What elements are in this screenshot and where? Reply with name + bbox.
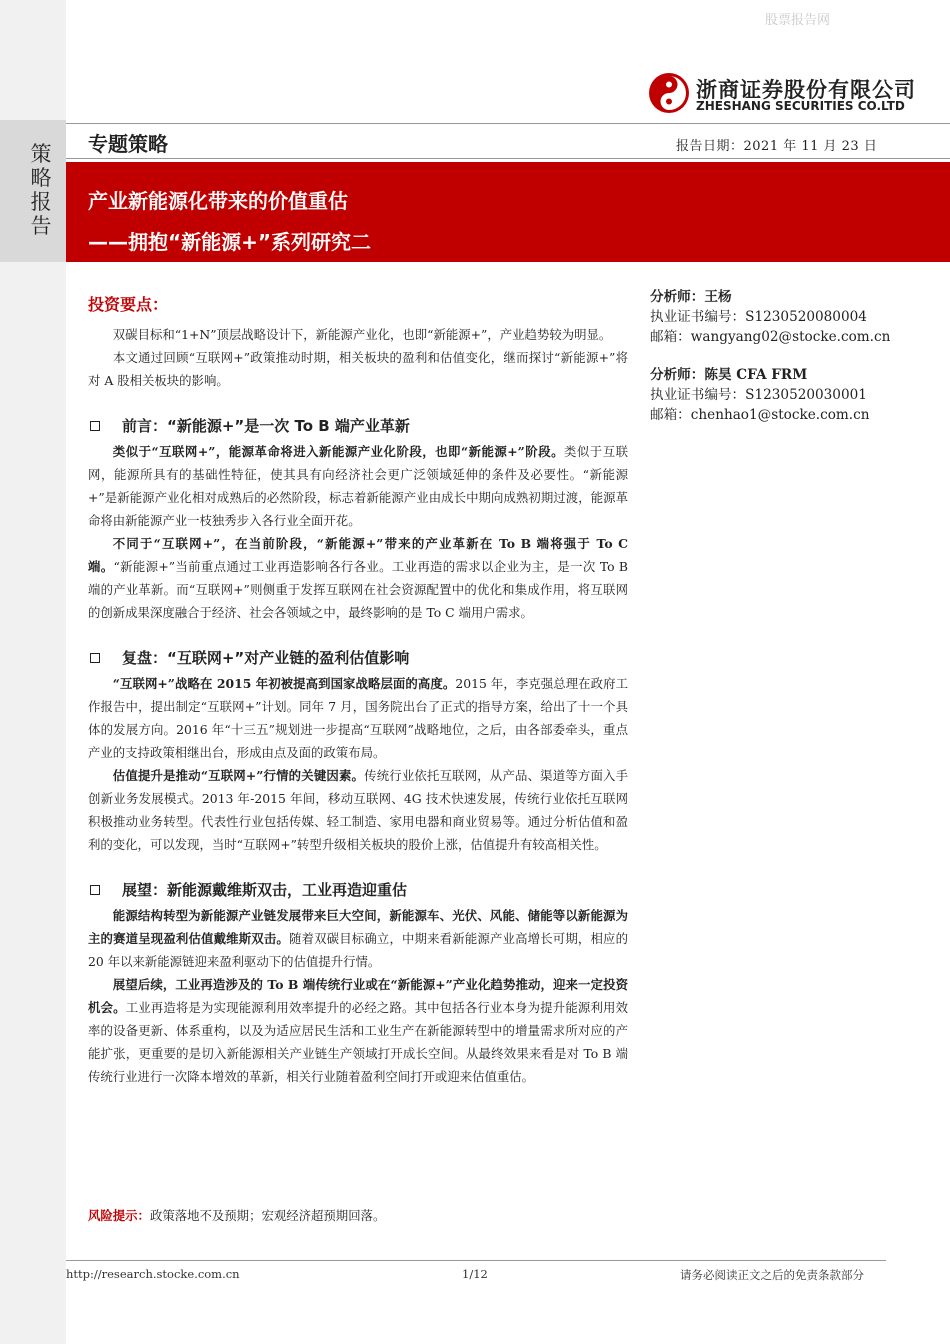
section-paragraph bbox=[88, 672, 628, 764]
section-heading-text: 展望：新能源戴维斯双击，工业再造迎重估 bbox=[122, 881, 408, 899]
page-number: 1/12 bbox=[462, 1267, 488, 1281]
footer-disclaimer: 请务必阅读正文之后的免责条款部分 bbox=[680, 1268, 864, 1282]
analyst-cert: 执业证书编号：S1230520030001 bbox=[650, 387, 867, 403]
paragraph-lead: “互联网+”战略在 2015 年初被提高到国家战略层面的高度。 bbox=[112, 676, 456, 691]
paragraph-lead: 能源结构转型为新能源产业链发展带来巨大空间，新能源车、光伏、风能、储能等以新能源为主的赛道呈现盈利估值戴维斯双击。 bbox=[88, 908, 628, 946]
paragraph-text: 类似于互联网，能源所具有的基础性特征，使其具有向经济社会更广泛领域延伸的条件及必要性。“新能源+”是新能源产业化相对成熟后的必然阶段，标志着新能源产业由成长中期向成熟初期过渡，能源革命将由新能源产业一枝独秀步入各行业全面开花。 bbox=[88, 444, 628, 528]
section-heading-text: 复盘：“互联网+”对产业链的盈利估值影响 bbox=[122, 649, 410, 667]
report-title: 产业新能源化带来的价值重估 bbox=[88, 189, 348, 213]
intro-paragraph: 本文通过回顾“互联网+”政策推动时期，相关板块的盈利和估值变化，继而探讨“新能源+”将对 A 股相关板块的影响。 bbox=[88, 350, 628, 388]
analyst-card bbox=[650, 287, 940, 347]
report-category: 专题策略 bbox=[88, 132, 168, 156]
company-name-cn: 浙商证券股份有限公司 bbox=[696, 78, 916, 102]
sections-container bbox=[88, 412, 628, 1088]
analyst-email[interactable]: 邮箱：chenhao1@stocke.com.cn bbox=[650, 407, 870, 423]
report-subtitle: ——拥抱“新能源+”系列研究二 bbox=[88, 230, 372, 254]
intro-paragraph: 双碳目标和“1+N”顶层战略设计下，新能源产业化，也即“新能源+”，产业趋势较为明显。 bbox=[112, 327, 612, 342]
intro-block bbox=[88, 323, 628, 392]
analyst-name: 分析师：陈昊 CFA FRM bbox=[650, 367, 808, 383]
paragraph-lead: 类似于“互联网+”，能源革命将进入新能源产业化阶段，也即“新能源+”阶段。 bbox=[112, 444, 564, 459]
paragraph-text: 工业再造将是为实现能源利用效率提升的必经之路。其中包括各行业本身为提升能源利用效率的设备更新、体系重构，以及为适应居民生活和工业生产在新能源转型中的增量需求所对应的产能扩张，更重要的是切入新能源相关产业链生产领域打开成长空间。从最终效果来看是对 To B 端传统行业进行一次降本增效的革新，相关行业随着盈利空间打开或迎来估值重估。 bbox=[88, 1000, 629, 1084]
paragraph-text: 2015 年，李克强总理在政府工作报告中，提出制定“互联网+”计划。同年 7 月，国务院出台了正式的指导方案，给出了十一个具体的发展方向。2016 年“十三五”规划进一步提高“互联网”战略地位，之后，由各部委牵头，重点产业的支持政策相继出台，形成由点及面的政策布局。 bbox=[88, 676, 628, 760]
report-date: 报告日期：2021 年 11 月 23 日 bbox=[676, 139, 878, 154]
section-heading bbox=[88, 412, 628, 440]
checkbox-bullet-icon bbox=[90, 885, 100, 895]
paragraph-lead: 不同于“互联网+”，在当前阶段，“新能源+”带来的产业革新在 To B 端将强于 To C 端。 bbox=[88, 536, 628, 574]
section-heading bbox=[88, 644, 628, 672]
paragraph-text: “新能源+”当前重点通过工业再造影响各行各业。工业再造的需求以企业为主，是一次 To B 端的产业革新。而“互联网+”则侧重于发挥互联网在社会资源配置中的优化和集成作用，将互联网的创新成果深度融合于经济、社会各领域之中，最终影响的是 To C 端用户需求。 bbox=[88, 559, 629, 620]
section-paragraph bbox=[88, 973, 628, 1088]
paragraph-lead: 估值提升是推动“互联网+”行情的关键因素。 bbox=[112, 768, 365, 783]
section-heading bbox=[88, 876, 628, 904]
section-paragraph bbox=[88, 532, 628, 624]
risk-text: 政策落地不及预期；宏观经济超预期回落。 bbox=[149, 1208, 386, 1223]
key-points-title: 投资要点： bbox=[88, 295, 169, 314]
analyst-panel bbox=[650, 287, 940, 443]
checkbox-bullet-icon bbox=[90, 653, 100, 663]
footer-rule bbox=[66, 1260, 886, 1261]
paragraph-lead: 展望后续，工业再造涉及的 To B 端传统行业或在“新能源+”产业化趋势推动，迎来一定投资机会。 bbox=[88, 977, 628, 1015]
side-report-type-label: 策 略 报 告 bbox=[30, 142, 52, 238]
watermark: 股票报告网 bbox=[764, 13, 830, 28]
main-content bbox=[88, 292, 628, 1088]
section-heading-text: 前言：“新能源+”是一次 To B 端产业革新 bbox=[122, 417, 410, 435]
company-logo-icon bbox=[648, 72, 690, 114]
risk-label: 风险提示： bbox=[88, 1208, 150, 1223]
analyst-name: 分析师：王杨 bbox=[650, 289, 732, 305]
risk-note bbox=[88, 1206, 385, 1224]
header-rule-bottom bbox=[66, 158, 950, 159]
company-name-en: ZHESHANG SECURITIES CO.LTD bbox=[696, 99, 905, 113]
footer-url-link[interactable]: http://research.stocke.com.cn bbox=[66, 1267, 240, 1281]
analyst-email[interactable]: 邮箱：wangyang02@stocke.com.cn bbox=[650, 329, 891, 345]
analyst-cert: 执业证书编号：S1230520080004 bbox=[650, 309, 867, 325]
header-rule bbox=[66, 123, 950, 124]
section-paragraph bbox=[88, 440, 628, 532]
paragraph-text: 传统行业依托互联网，从产品、渠道等方面入手创新业务发展模式。2013 年-2015 年间，移动互联网、4G 技术快速发展，传统行业依托互联网积极推动业务转型。代表性行业包括传媒、轻工制造、家用电器和商业贸易等。通过分析估值和盈利的变化，可以发现，当时“互联网+”转型升级相关板块的股价上涨，估值提升有较高相关性。 bbox=[88, 768, 629, 852]
section-paragraph bbox=[88, 904, 628, 973]
paragraph-text: 随着双碳目标确立，中期来看新能源产业高增长可期，相应的 20 年以来新能源链迎来盈利驱动下的估值提升行情。 bbox=[88, 931, 629, 969]
analyst-card bbox=[650, 365, 940, 425]
section-paragraph bbox=[88, 764, 628, 856]
checkbox-bullet-icon bbox=[90, 421, 100, 431]
